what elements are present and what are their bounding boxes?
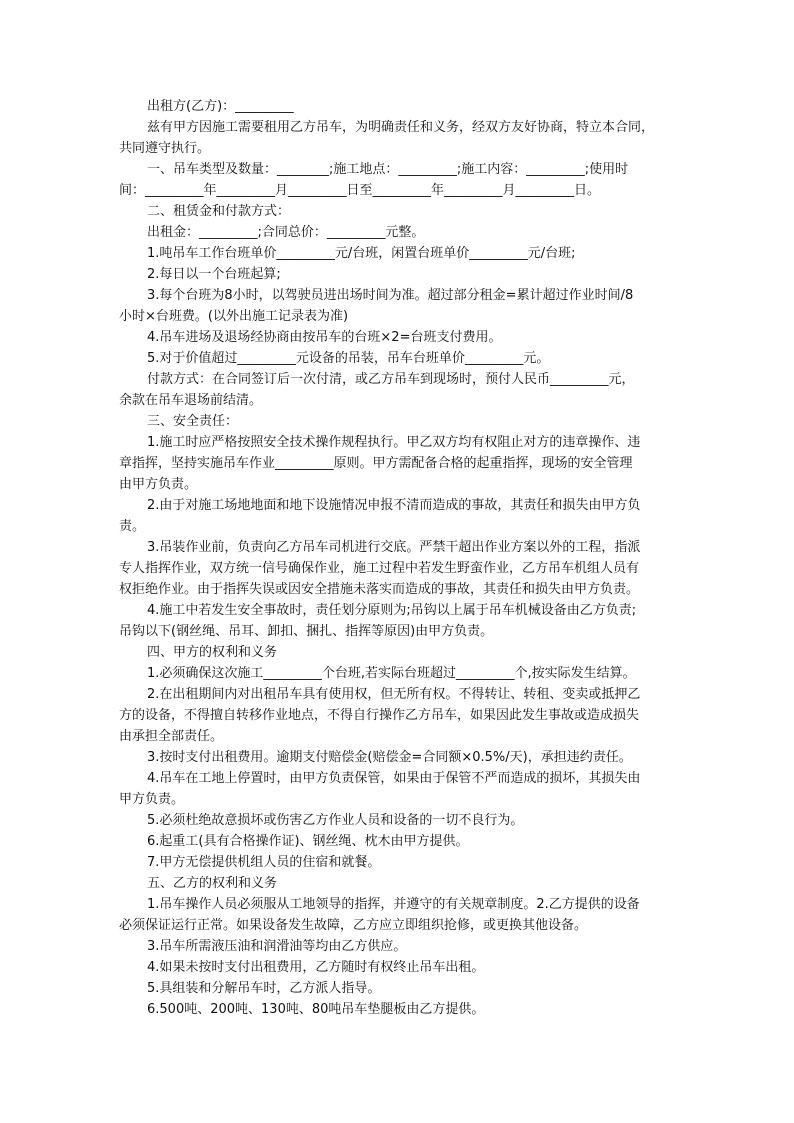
text-line: 4.吊车在工地上停置时，由甲方负责保管，如果由于保管不严而造成的损坏，其损失由: [147, 771, 641, 786]
text-line: 出租方(乙方)：_________: [147, 99, 294, 114]
text-line: 2.由于对施工场地地面和地下设施情况申报不清而造成的事故，其责任和损失由甲方负: [147, 498, 641, 513]
text-line: 6.起重工(具有合格操作证)、钢丝绳、枕木由甲方提供。: [147, 834, 469, 849]
text-line: 3.每个台班为8小时，以驾驶员进出场时间为准。超过部分租金=累计超过作业时间/8: [147, 288, 634, 303]
text-line: 1.必须确保这次施工_________个台班,若实际台班超过_________个,按实际发生结算。: [147, 666, 636, 681]
text-line: 4.吊车进场及退场经协商由按吊车的台班×2=台班支付费用。: [147, 330, 502, 345]
text-line: 共同遵守执行。: [119, 141, 211, 156]
text-line: 5.对于价值超过_________元设备的吊装，吊车台班单价_________元。: [147, 351, 550, 366]
text-line: 三、安全责任：: [147, 414, 239, 429]
text-line: 间：_________年_________月_________日至_________年_________月_________日。: [119, 183, 601, 198]
text-line: 由承担全部责任。: [119, 729, 224, 744]
text-line: 余款在吊车退场前结清。: [119, 393, 263, 408]
text-line: 4.施工中若发生安全事故时，责任划分原则为;吊钩以上属于吊车机械设备由乙方负责;: [147, 603, 637, 618]
text-line: 二、租赁金和付款方式：: [147, 204, 291, 219]
text-line: 吊钩以下(钢丝绳、吊耳、卸扣、捆扎、指挥等原因)由甲方负责。: [119, 624, 494, 639]
text-line: 1.吊车操作人员必须服从工地领导的指挥，并遵守的有关规章制度。2.乙方提供的设备: [147, 897, 640, 912]
text-line: 7.甲方无偿提供机组人员的住宿和就餐。: [147, 855, 381, 870]
text-line: 6.500吨、200吨、130吨、80吨吊车垫腿板由乙方提供。: [147, 1002, 485, 1017]
text-line: 专人指挥作业，双方统一信号确保作业，施工过程中若发生野蛮作业，乙方吊车机组人员有: [119, 561, 640, 576]
text-line: 5.必须杜绝故意损坏或伤害乙方作业人员和设备的一切不良行为。: [147, 813, 524, 828]
text-line: 权拒绝作业。由于指挥失误或因安全措施未落实而造成的事故，其责任和损失由甲方负责。: [119, 582, 640, 597]
text-line: 一、吊车类型及数量：________;施工地点：_________;施工内容：_________;使用时: [147, 162, 629, 177]
text-line: 小时×台班费。(以外出施工记录表为准): [119, 309, 349, 324]
text-line: 兹有甲方因施工需要租用乙方吊车，为明确责任和义务，经双方友好协商，特立本合同，: [147, 120, 655, 135]
text-line: 必须保证运行正常。如果设备发生故障，乙方应立即组织抢修，或更换其他设备。: [119, 918, 588, 933]
text-line: 4.如果未按时支付出租费用，乙方随时有权终止吊车出租。: [147, 960, 485, 975]
text-line: 5.具组装和分解吊车时，乙方派人指导。: [147, 981, 381, 996]
text-line: 四、甲方的权利和义务: [147, 645, 278, 660]
text-line: 甲方负责。: [119, 792, 185, 807]
text-line: 付款方式：在合同签订后一次付清，或乙方吊车到现场时，预付人民币_________元，: [147, 372, 635, 387]
text-line: 2.在出租期间内对出租吊车具有使用权，但无所有权。不得转让、转租、变卖或抵押乙: [147, 687, 641, 702]
text-line: 责。: [119, 519, 146, 534]
text-line: 由甲方负责。: [119, 477, 198, 492]
text-line: 方的设备，不得擅自转移作业地点，不得自行操作乙方吊车，如果因此发生事故或造成损失: [119, 708, 640, 723]
text-line: 出租金：_________;合同总价：_________元整。: [147, 225, 425, 240]
text-line: 3.吊车所需液压油和润滑油等均由乙方供应。: [147, 939, 407, 954]
text-line: 3.吊装作业前，负责向乙方吊车司机进行交底。严禁干超出作业方案以外的工程，指派: [147, 540, 641, 555]
text-line: 章指挥，坚持实施吊车作业_________原则。甲方需配备合格的起重指挥，现场的安全管理: [119, 456, 633, 471]
text-line: 1.吨吊车工作台班单价_________元/台班，闲置台班单价_________元/台班;: [147, 246, 576, 261]
text-line: 1.施工时应严格按照安全技术操作规程执行。甲乙双方均有权阻止对方的违章操作、违: [147, 435, 641, 450]
text-line: 五、乙方的权利和义务: [147, 876, 278, 891]
text-line: 2.每日以一个台班起算;: [147, 267, 281, 282]
text-line: 3.按时支付出租费用。逾期支付赔偿金(赔偿金=合同额×0.5%/天)，承担违约责任。: [147, 750, 632, 765]
contract-document: [119, 96, 675, 1020]
